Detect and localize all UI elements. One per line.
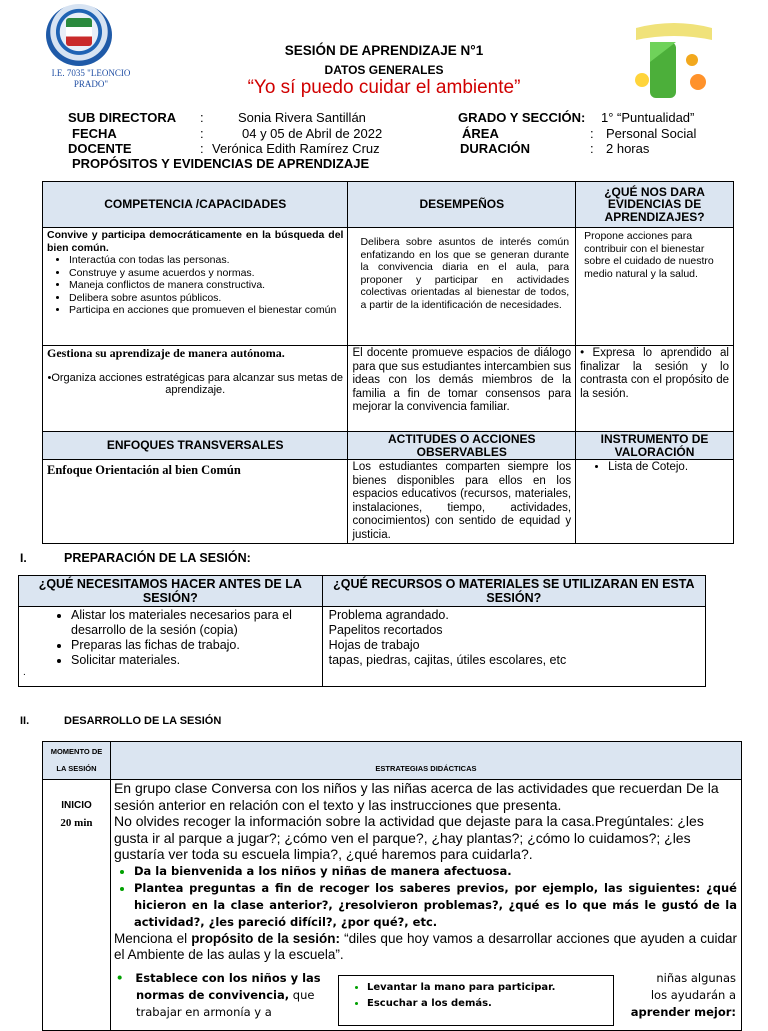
list-item: Problema agrandado.	[328, 608, 449, 622]
colon: :	[200, 126, 204, 141]
list-item: • Interactúa con todas las personas.	[69, 254, 343, 267]
recursos-list	[322, 607, 705, 687]
evidencia-2: • Expresa lo aprendido al finalizar la sesión y lo contrasta con el propósito de la sesión.	[576, 346, 734, 432]
competencia-2: Gestiona su aprendizaje de manera autónoma.	[47, 346, 285, 360]
norm-item: • Levantar la mano para participar.	[367, 980, 613, 996]
list-item: Papelitos recortados	[328, 623, 443, 637]
header-recursos: ¿QUÉ RECURSOS O MATERIALES SE UTILIZARAN EN ESTA SESIÓN?	[322, 576, 705, 607]
norms-intro-right: niñas algunas los ayudarán a aprender mejor:	[630, 971, 736, 1019]
colon: :	[200, 141, 204, 156]
strategy-paragraph-2: No olvides recoger la información sobre la actividad que dejaste para la casa.Pregúntales: ¿les gusta ir al parque a jugar?; ¿cómo ven el parque?, ¿hay plantas?; ¿cómo lo cuidamos?; ¿les gustaría ver toda su escuela limpia?, ¿qué haremos para cuidarla?.	[113, 813, 704, 862]
desempeno-2: El docente promueve espacios de diálogo para que sus estudiantes intercambien sus ideas con los demás miembros de la familia a fin de tomar consensos para mejorar la convivencia familiar.	[348, 346, 576, 432]
list-item: • Participa en acciones que promueven el bienestar común	[69, 304, 343, 317]
section-1-title: PREPARACIÓN DE LA SESIÓN:	[64, 551, 251, 565]
subdir-value: Sonia Rivera Santillán	[238, 110, 366, 125]
actitudes-1: Los estudiantes comparten siempre los bienes disponibles para ellos en los espacios educativos (recursos, materiales, instalaciones, tiempo, actividades, conocimientos) con sentido de equidad y justicia.	[348, 460, 576, 544]
competencia-1: Convive y participa democráticamente en la búsqueda del bien común.	[47, 229, 344, 254]
header-desempenos: DESEMPEÑOS	[348, 182, 576, 228]
header-instrumento: INSTRUMENTO DE VALORACIÓN	[576, 432, 734, 460]
section-2-number: II.	[20, 715, 30, 727]
session-title: SESIÓN DE APRENDIZAJE N°1	[284, 43, 484, 58]
strategy-bullets	[114, 863, 737, 931]
grado-value: 1° “Puntualidad”	[601, 110, 695, 125]
colon: :	[590, 141, 594, 156]
colon: :	[590, 126, 594, 141]
list-item: • Maneja conflictos de manera constructiva.	[69, 279, 343, 292]
norm-item: • Escuchar a los demás.	[367, 996, 613, 1012]
inicio-label: INICIO	[61, 800, 92, 811]
grado-label: GRADO Y SECCIÓN:	[458, 110, 586, 125]
header-momento: MOMENTO DE LA SESIÓN	[43, 742, 111, 780]
capacidad-2: •Organiza acciones estratégicas para alcanzar sus metas de aprendizaje.	[47, 371, 343, 396]
propositos-heading: PROPÓSITOS Y EVIDENCIAS DE APRENDIZAJE	[72, 156, 370, 171]
list-item: • Solicitar materiales.	[71, 653, 318, 668]
area-label: ÁREA	[462, 126, 499, 141]
docente-value: Verónica Edith Ramírez Cruz	[212, 141, 380, 156]
school-caption: I.E. 7035 "LEONCIO PRADO"	[51, 68, 131, 89]
norms-box	[338, 975, 614, 1026]
duracion-value: 2 horas	[606, 141, 650, 156]
list-item: • Delibera sobre asuntos públicos.	[69, 292, 343, 305]
competencias-table	[42, 181, 734, 544]
list-item: Hojas de trabajo	[328, 638, 420, 652]
subdir-label: SUB DIRECTORA	[68, 110, 177, 125]
list-item: • Da la bienvenida a los niños y niñas de manera afectuosa.	[134, 863, 737, 880]
norms-intro: • Establece con los niños y las normas de convivencia, que trabajar en armonía y a	[116, 971, 321, 1019]
list-item: tapas, piedras, cajitas, útiles escolares, etc	[328, 653, 567, 667]
trailing-dot: .	[23, 667, 26, 678]
duracion-label: DURACIÓN	[460, 141, 531, 156]
inicio-time: 20 min	[60, 816, 93, 829]
docente-label: DOCENTE	[68, 141, 132, 156]
header-estrategias: ESTRATEGIAS DIDÁCTICAS	[110, 742, 741, 780]
header-enfoques: ENFOQUES TRANSVERSALES	[43, 432, 348, 460]
list-item: • Construye y asume acuerdos y normas.	[69, 267, 343, 280]
header-evidencias: ¿QUÉ NOS DARA EVIDENCIAS DE APRENDIZAJES?	[576, 182, 734, 228]
desempeno-1: Delibera sobre asuntos de interés común enfatizando en los que se generan durante la convivencia diaria en el aula, para proponer y participar en actividades colectivas orientadas al bienestar de todos, a partir de la identificación de necesidades.	[348, 228, 576, 346]
section-2-title: DESARROLLO DE LA SESIÓN	[64, 715, 222, 727]
evidencia-1: Propone acciones para contribuir con el bienestar sobre el cuidado de nuestro medio natural y la salud.	[576, 228, 734, 346]
fecha-label: FECHA	[72, 126, 117, 141]
instrumento-1: • Lista de Cotejo.	[608, 461, 729, 474]
list-item: • Preparas las fichas de trabajo.	[71, 638, 318, 653]
header-competencia: COMPETENCIA /CAPACIDADES	[43, 182, 348, 228]
strategy-paragraph-1: En grupo clase Conversa con los niños y las niñas acerca de las actividades que recuerdan De la sesión anterior en relación con el texto y las instrucciones que presenta.	[113, 780, 719, 813]
header-antes: ¿QUÉ NECESITAMOS HACER ANTES DE LA SESIÓN?	[19, 576, 323, 607]
capacidades-list	[47, 254, 343, 317]
list-item: • Plantea preguntas a fin de recoger los saberes previos, por ejemplo, las siguientes: ¿qué hicieron en la clase anterior?, ¿resolvieron problemas?, ¿qué es lo que más le gustó de la actividad?, ¿les pareció difícil?, ¿por qué?, etc.	[134, 880, 737, 931]
enfoque-1: Enfoque Orientación al bien Común	[43, 460, 348, 544]
preparacion-table	[18, 575, 706, 687]
colon: :	[200, 110, 204, 125]
section-1-number: I.	[20, 551, 27, 565]
fecha-value: 04 y 05 de Abril de 2022	[242, 126, 383, 141]
preparacion-list	[23, 608, 318, 668]
list-item: • Alistar los materiales necesarios para el desarrollo de la sesión (copia)	[71, 608, 318, 638]
session-theme: “Yo sí puedo cuidar el ambiente”	[247, 77, 521, 98]
strategy-purpose: Menciona el propósito de la sesión: “diles que hoy vamos a desarrollar acciones que ayuden a cuidar el Ambiente de las aulas y la escuela”.	[113, 930, 737, 962]
header-actitudes: ACTITUDES O ACCIONES OBSERVABLES	[348, 432, 576, 460]
area-value: Personal Social	[606, 126, 697, 141]
general-data-heading: DATOS GENERALES	[324, 63, 444, 77]
